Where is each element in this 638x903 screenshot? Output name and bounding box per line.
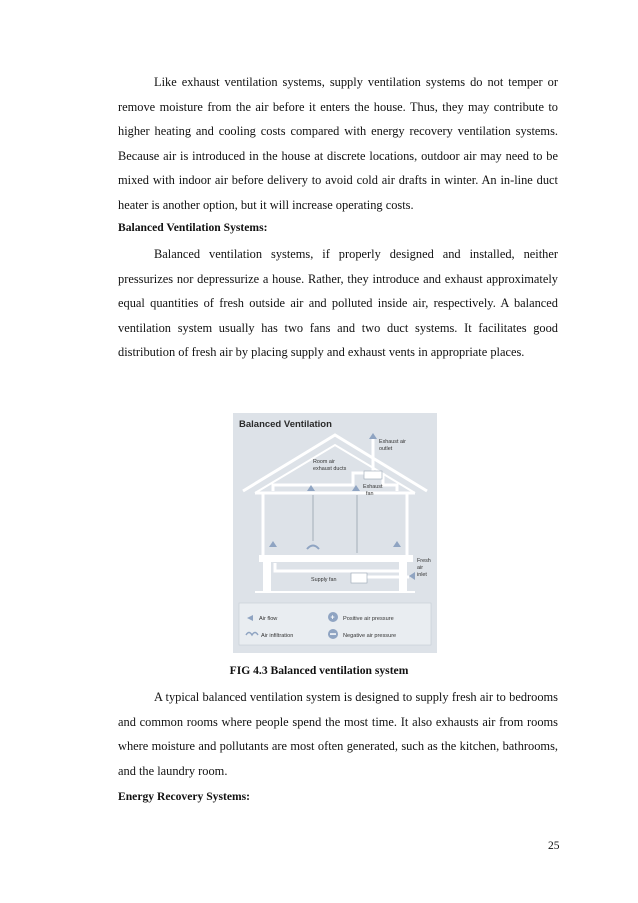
label-room-air: Room air	[313, 459, 335, 465]
exhaust-fan-box	[364, 471, 382, 479]
plus-icon: +	[330, 614, 335, 622]
label-fan: fan	[366, 491, 374, 497]
diagram-title: Balanced Ventilation	[239, 419, 332, 430]
heading-balanced-ventilation: Balanced Ventilation Systems:	[118, 221, 268, 234]
label-fresh: Fresh	[417, 558, 431, 564]
balanced-ventilation-diagram	[233, 413, 437, 653]
paragraph-text: Like exhaust ventilation systems, supply ventilation systems do not temper or remove moisture from the air before it enters the house. Thus, they may contribute to higher heating and cooling costs compared with energy recovery ventilation systems. Because air is introduced in the house at discrete locations, outdoor air may need to be mixed with indoor air before delivery to avoid cold air drafts in winter. An in-line duct heater is another option, but it will increase operating costs.	[118, 75, 558, 212]
label-inlet: inlet	[417, 572, 427, 578]
legend-negative-pressure: Negative air pressure	[343, 633, 397, 639]
balanced-ventilation-figure	[233, 413, 437, 653]
label-supply-fan: Supply fan	[311, 577, 337, 583]
paragraph-text: Balanced ventilation systems, if properly designed and installed, neither pressurizes nor depressurize a house. Rather, they introduce and exhaust approximately equal quantities of fresh outside air and polluted inside air, respectively. A balanced ventilation system usually has two fans and two duct systems. It facilitates good distribution of fresh air by placing supply and exhaust vents in appropriate places.	[118, 247, 558, 360]
legend-air-infiltration: Air infiltration	[261, 633, 294, 639]
paragraph-supply-ventilation	[118, 70, 558, 218]
label-exhaust: Exhaust	[363, 484, 383, 490]
heading-energy-recovery: Energy Recovery Systems:	[118, 790, 251, 803]
label-outlet: outlet	[379, 446, 393, 452]
supply-fan-box	[351, 573, 367, 583]
foundation-left	[263, 562, 271, 592]
page-number: 25	[548, 840, 560, 852]
label-exhaust-air: Exhaust air	[379, 439, 406, 445]
minus-icon	[330, 633, 336, 635]
paragraph-text: A typical balanced ventilation system is designed to supply fresh air to bedrooms and common rooms where people spend the most time. It also exhausts air from rooms where moisture and pollutants are most often generated, such as the kitchen, bathrooms, and the laundry room.	[118, 690, 558, 778]
label-air: air	[417, 565, 423, 571]
paragraph-typical-system	[118, 685, 558, 783]
legend-positive-pressure: Positive air pressure	[343, 616, 394, 622]
paragraph-balanced-ventilation	[118, 242, 558, 365]
label-exhaust-ducts: exhaust ducts	[313, 466, 347, 472]
legend-air-flow: Air flow	[259, 616, 278, 622]
figure-caption: FIG 4.3 Balanced ventilation system	[229, 664, 409, 677]
floor	[259, 555, 413, 562]
